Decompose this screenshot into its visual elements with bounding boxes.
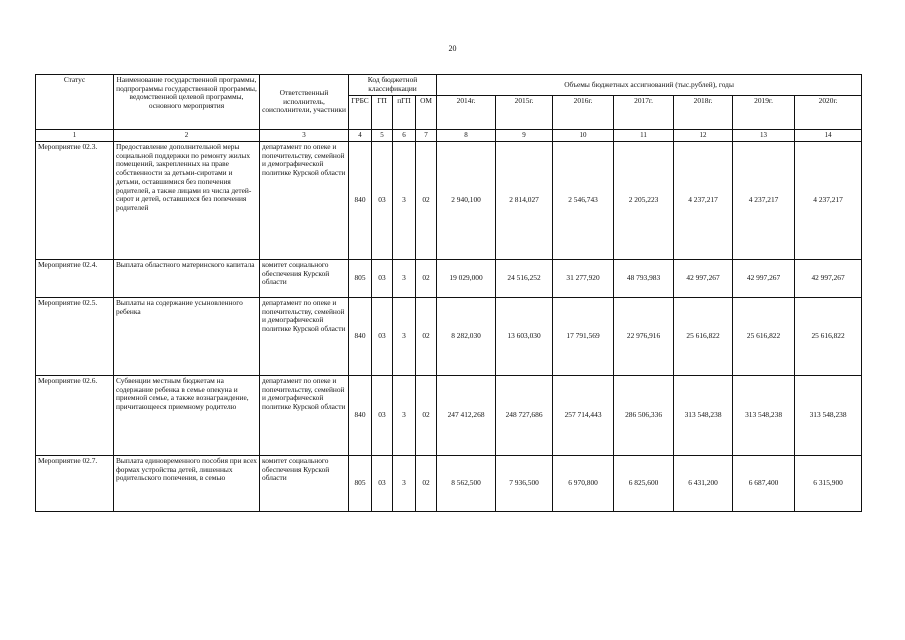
row-code: 840 [349, 376, 372, 456]
row-amount: 42 997,267 [795, 260, 862, 298]
row-amount: 7 936,500 [496, 456, 553, 512]
header-year-0: 2014г. [437, 96, 496, 130]
header-year-5: 2019г. [733, 96, 795, 130]
column-number: 5 [372, 130, 393, 142]
column-number: 11 [614, 130, 674, 142]
header-year-3: 2017г. [614, 96, 674, 130]
row-amount: 31 277,920 [553, 260, 614, 298]
column-number: 10 [553, 130, 614, 142]
row-amount: 42 997,267 [733, 260, 795, 298]
header-funding-group: Объемы бюджетных ассигнований (тыс.рублей), годы [437, 75, 862, 96]
row-code: 03 [372, 456, 393, 512]
row-amount: 247 412,268 [437, 376, 496, 456]
column-number: 12 [674, 130, 733, 142]
row-amount: 6 431,200 [674, 456, 733, 512]
row-amount: 6 970,800 [553, 456, 614, 512]
row-amount: 13 603,030 [496, 298, 553, 376]
column-number: 4 [349, 130, 372, 142]
row-amount: 4 237,217 [733, 142, 795, 260]
header-status: Статус [36, 75, 114, 130]
column-number: 3 [260, 130, 349, 142]
row-responsible: департамент по опеке и попечительству, семейной и демографической политике Курской области [260, 142, 349, 260]
page-number: 20 [448, 44, 457, 53]
header-year-4: 2018г. [674, 96, 733, 130]
row-amount: 257 714,443 [553, 376, 614, 456]
row-amount: 2 814,027 [496, 142, 553, 260]
budget-table [35, 74, 862, 512]
row-amount: 22 976,916 [614, 298, 674, 376]
row-code: 3 [393, 376, 416, 456]
header-code-3: ОМ [416, 96, 437, 130]
row-code: 02 [416, 260, 437, 298]
row-responsible: департамент по опеке и попечительству, семейной и демографической политике Курской области [260, 298, 349, 376]
header-row [36, 75, 862, 96]
row-name: Выплаты на содержание усыновленного ребенка [114, 298, 260, 376]
table-row [36, 142, 862, 260]
row-code: 805 [349, 456, 372, 512]
header-code-2: пГП [393, 96, 416, 130]
row-code: 02 [416, 142, 437, 260]
row-amount: 2 940,100 [437, 142, 496, 260]
row-responsible: комитет социального обеспечения Курской области [260, 456, 349, 512]
row-responsible: департамент по опеке и попечительству, семейной и демографической политике Курской области [260, 376, 349, 456]
row-name: Субвенции местным бюджетам на содержание ребенка в семье опекуна и приемной семье, а также вознаграждение, причитающееся приемному родителю [114, 376, 260, 456]
row-name: Выплата областного материнского капитала [114, 260, 260, 298]
row-amount: 19 029,000 [437, 260, 496, 298]
row-name: Предоставление дополнительной меры социальной поддержки по ремонту жилых помещений, закрепленных на праве собственности за детьми-сиротами и детьми, оставшимися без попечения родителей, а также лицами из числа детей-сирот и детей, оставшихся без попечения родителей [114, 142, 260, 260]
header-year-2: 2016г. [553, 96, 614, 130]
row-code: 3 [393, 456, 416, 512]
column-number-row [36, 130, 862, 142]
row-code: 840 [349, 298, 372, 376]
row-code: 3 [393, 260, 416, 298]
row-amount: 42 997,267 [674, 260, 733, 298]
table-row [36, 456, 862, 512]
table-row [36, 298, 862, 376]
header-budget-code-group: Код бюджетной классификации [349, 75, 437, 96]
row-amount: 25 616,822 [674, 298, 733, 376]
header-year-6: 2020г. [795, 96, 862, 130]
column-number: 9 [496, 130, 553, 142]
row-code: 03 [372, 298, 393, 376]
row-amount: 6 825,600 [614, 456, 674, 512]
row-amount: 4 237,217 [674, 142, 733, 260]
row-amount: 8 282,030 [437, 298, 496, 376]
column-number: 7 [416, 130, 437, 142]
table-row [36, 260, 862, 298]
header-code-1: ГП [372, 96, 393, 130]
row-code: 02 [416, 298, 437, 376]
row-amount: 2 546,743 [553, 142, 614, 260]
row-code: 3 [393, 298, 416, 376]
row-amount: 25 616,822 [733, 298, 795, 376]
row-amount: 6 687,400 [733, 456, 795, 512]
row-amount: 4 237,217 [795, 142, 862, 260]
row-code: 03 [372, 376, 393, 456]
row-code: 3 [393, 142, 416, 260]
row-status: Мероприятие 02.7. [36, 456, 114, 512]
header-code-0: ГРБС [349, 96, 372, 130]
column-number: 14 [795, 130, 862, 142]
column-number: 2 [114, 130, 260, 142]
row-amount: 313 548,238 [795, 376, 862, 456]
table-row [36, 376, 862, 456]
row-amount: 2 205,223 [614, 142, 674, 260]
row-amount: 17 791,569 [553, 298, 614, 376]
row-name: Выплата единовременного пособия при всех формах устройства детей, лишенных родительского попечения, в семью [114, 456, 260, 512]
row-amount: 8 562,500 [437, 456, 496, 512]
row-amount: 24 516,252 [496, 260, 553, 298]
row-code: 805 [349, 260, 372, 298]
column-number: 8 [437, 130, 496, 142]
row-code: 840 [349, 142, 372, 260]
row-status: Мероприятие 02.5. [36, 298, 114, 376]
row-status: Мероприятие 02.6. [36, 376, 114, 456]
header-responsible: Ответственный исполнитель, соисполнители, участники [260, 75, 349, 130]
row-amount: 286 506,336 [614, 376, 674, 456]
row-amount: 25 616,822 [795, 298, 862, 376]
column-number: 6 [393, 130, 416, 142]
row-amount: 313 548,238 [674, 376, 733, 456]
row-status: Мероприятие 02.4. [36, 260, 114, 298]
row-amount: 6 315,900 [795, 456, 862, 512]
column-number: 13 [733, 130, 795, 142]
row-amount: 313 548,238 [733, 376, 795, 456]
header-name: Наименование государственной программы, подпрограммы государственной программы, ведомственной целевой программы, основного мероприятия [114, 75, 260, 130]
row-code: 02 [416, 456, 437, 512]
row-status: Мероприятие 02.3. [36, 142, 114, 260]
row-responsible: комитет социального обеспечения Курской области [260, 260, 349, 298]
column-number: 1 [36, 130, 114, 142]
row-amount: 48 793,983 [614, 260, 674, 298]
row-code: 03 [372, 260, 393, 298]
row-code: 03 [372, 142, 393, 260]
row-code: 02 [416, 376, 437, 456]
header-year-1: 2015г. [496, 96, 553, 130]
row-amount: 248 727,686 [496, 376, 553, 456]
